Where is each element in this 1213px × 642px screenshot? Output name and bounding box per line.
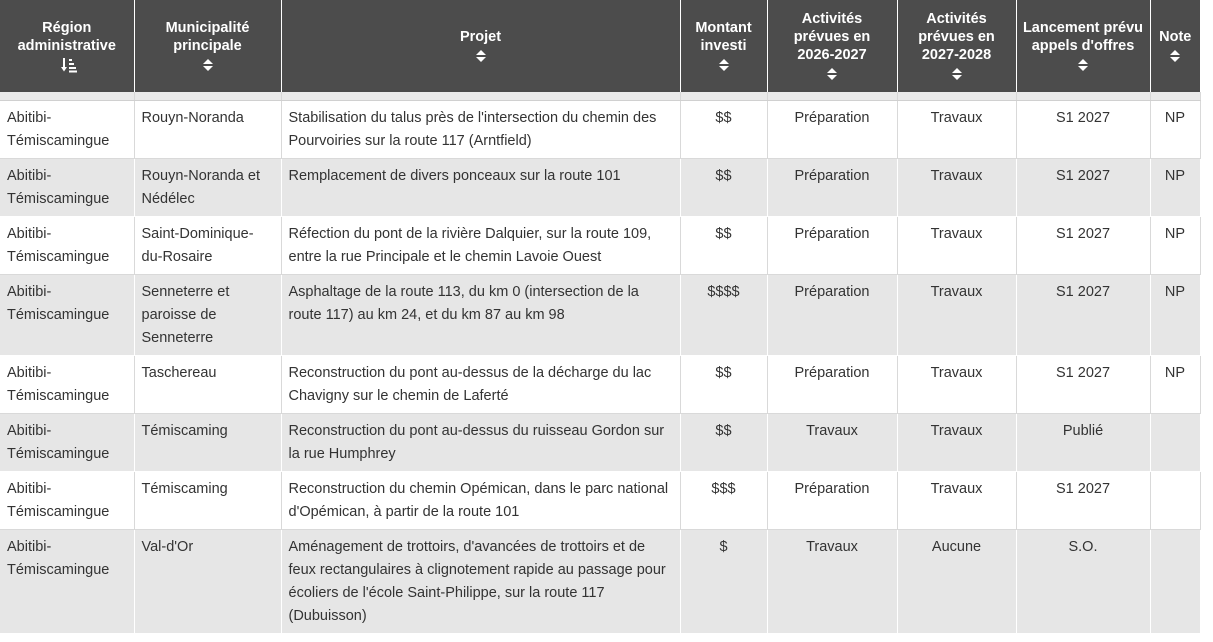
- column-header[interactable]: [134, 0, 281, 92]
- cell-municipalite: Saint-Dominique-du-Rosaire: [134, 216, 281, 274]
- cell-municipalite: Témiscaming: [134, 471, 281, 529]
- table-row: [0, 100, 1200, 158]
- cell-lancement: S.O.: [1016, 529, 1150, 633]
- column-header-label: Projet: [459, 28, 502, 45]
- spacer-cell: [1150, 92, 1200, 100]
- cell-region: Abitibi-Témiscamingue: [0, 274, 134, 355]
- sort-icon: [1169, 49, 1181, 63]
- cell-region: Abitibi-Témiscamingue: [0, 100, 134, 158]
- cell-region: Abitibi-Témiscamingue: [0, 216, 134, 274]
- cell-projet: Réfection du pont de la rivière Dalquier, sur la route 109, entre la rue Principale et le chemin Lavoie Ouest: [281, 216, 680, 274]
- column-header-label: Note: [1159, 28, 1192, 45]
- cell-municipalite: Taschereau: [134, 355, 281, 413]
- cell-region: Abitibi-Témiscamingue: [0, 529, 134, 633]
- spacer-cell: [680, 92, 767, 100]
- cell-lancement: S1 2027: [1016, 355, 1150, 413]
- cell-activites-2027-2028: Travaux: [897, 216, 1016, 274]
- sort-icon: [718, 58, 730, 72]
- cell-note: NP: [1150, 100, 1200, 158]
- cell-note: [1150, 529, 1200, 633]
- spacer-cell: [281, 92, 680, 100]
- cell-activites-2027-2028: Travaux: [897, 355, 1016, 413]
- cell-montant: $$: [680, 355, 767, 413]
- cell-montant: $$: [680, 100, 767, 158]
- table-row: [0, 529, 1200, 633]
- table-body: [0, 92, 1200, 633]
- cell-activites-2027-2028: Travaux: [897, 100, 1016, 158]
- cell-montant: $: [680, 529, 767, 633]
- cell-activites-2027-2028: Travaux: [897, 158, 1016, 216]
- cell-note: NP: [1150, 355, 1200, 413]
- cell-projet: Aménagement de trottoirs, d'avancées de trottoirs et de feux rectangulaires à clignotement rapide au passage pour écoliers de l'école Saint-Philippe, sur la route 117 (Dubuisson): [281, 529, 680, 633]
- cell-activites-2026-2027: Préparation: [767, 471, 897, 529]
- table-row: [0, 471, 1200, 529]
- column-header-label: Activités prévues en 2026-2027: [793, 10, 871, 63]
- column-header[interactable]: [897, 0, 1016, 92]
- cell-activites-2026-2027: Préparation: [767, 355, 897, 413]
- column-header-label: Municipalité principale: [165, 19, 250, 54]
- cell-projet: Reconstruction du chemin Opémican, dans le parc national d'Opémican, à partir de la route 101: [281, 471, 680, 529]
- cell-montant: $$$: [680, 471, 767, 529]
- column-header[interactable]: [1016, 0, 1150, 92]
- sort-descending-icon: [61, 58, 73, 72]
- spacer-cell: [767, 92, 897, 100]
- column-header[interactable]: [0, 0, 134, 92]
- cell-activites-2026-2027: Préparation: [767, 100, 897, 158]
- cell-note: [1150, 471, 1200, 529]
- cell-note: NP: [1150, 158, 1200, 216]
- cell-region: Abitibi-Témiscamingue: [0, 413, 134, 471]
- sort-icon: [475, 49, 487, 63]
- cell-note: [1150, 413, 1200, 471]
- cell-municipalite: Témiscaming: [134, 413, 281, 471]
- cell-activites-2026-2027: Préparation: [767, 274, 897, 355]
- cell-note: NP: [1150, 274, 1200, 355]
- cell-lancement: Publié: [1016, 413, 1150, 471]
- column-header-label: Lancement prévu appels d'offres: [1022, 19, 1144, 54]
- column-header-label: Activités prévues en 2027-2028: [918, 10, 995, 63]
- table-row: [0, 413, 1200, 471]
- cell-lancement: S1 2027: [1016, 274, 1150, 355]
- cell-activites-2027-2028: Travaux: [897, 413, 1016, 471]
- cell-region: Abitibi-Témiscamingue: [0, 471, 134, 529]
- cell-projet: Remplacement de divers ponceaux sur la route 101: [281, 158, 680, 216]
- sort-icon: [202, 58, 214, 72]
- sort-icon: [826, 67, 838, 81]
- sort-icon: [951, 67, 963, 81]
- column-header[interactable]: [767, 0, 897, 92]
- cell-activites-2026-2027: Travaux: [767, 529, 897, 633]
- cell-note: NP: [1150, 216, 1200, 274]
- cell-municipalite: Rouyn-Noranda et Nédélec: [134, 158, 281, 216]
- cell-activites-2027-2028: Aucune: [897, 529, 1016, 633]
- table-header: [0, 0, 1200, 92]
- cell-projet: Reconstruction du pont au-dessus du ruisseau Gordon sur la rue Humphrey: [281, 413, 680, 471]
- table-row: [0, 274, 1200, 355]
- spacer-cell: [134, 92, 281, 100]
- table-row: [0, 355, 1200, 413]
- header-spacer-row: [0, 92, 1200, 100]
- spacer-cell: [0, 92, 134, 100]
- cell-activites-2027-2028: Travaux: [897, 471, 1016, 529]
- cell-municipalite: Rouyn-Noranda: [134, 100, 281, 158]
- header-row: [0, 0, 1200, 92]
- cell-region: Abitibi-Témiscamingue: [0, 158, 134, 216]
- cell-montant: $$: [680, 216, 767, 274]
- column-header-label: Région administrative: [17, 19, 116, 54]
- spacer-cell: [1016, 92, 1150, 100]
- cell-projet: Asphaltage de la route 113, du km 0 (intersection de la route 117) au km 24, et du km 87 au km 98: [281, 274, 680, 355]
- cell-municipalite: Senneterre et paroisse de Senneterre: [134, 274, 281, 355]
- cell-montant: $$: [680, 413, 767, 471]
- column-header[interactable]: [1150, 0, 1200, 92]
- cell-region: Abitibi-Témiscamingue: [0, 355, 134, 413]
- cell-projet: Stabilisation du talus près de l'intersection du chemin des Pourvoiries sur la route 117 (Arntfield): [281, 100, 680, 158]
- cell-lancement: S1 2027: [1016, 471, 1150, 529]
- table-row: [0, 216, 1200, 274]
- cell-activites-2026-2027: Préparation: [767, 158, 897, 216]
- column-header-label: Montant investi: [695, 19, 752, 54]
- cell-montant: $$$$: [680, 274, 767, 355]
- cell-lancement: S1 2027: [1016, 158, 1150, 216]
- column-header[interactable]: [281, 0, 680, 92]
- cell-activites-2027-2028: Travaux: [897, 274, 1016, 355]
- cell-lancement: S1 2027: [1016, 216, 1150, 274]
- table-row: [0, 158, 1200, 216]
- column-header[interactable]: [680, 0, 767, 92]
- cell-municipalite: Val-d'Or: [134, 529, 281, 633]
- cell-activites-2026-2027: Travaux: [767, 413, 897, 471]
- sort-icon: [1077, 58, 1089, 72]
- spacer-cell: [897, 92, 1016, 100]
- cell-projet: Reconstruction du pont au-dessus de la décharge du lac Chavigny sur le chemin de Laferté: [281, 355, 680, 413]
- cell-activites-2026-2027: Préparation: [767, 216, 897, 274]
- cell-lancement: S1 2027: [1016, 100, 1150, 158]
- cell-montant: $$: [680, 158, 767, 216]
